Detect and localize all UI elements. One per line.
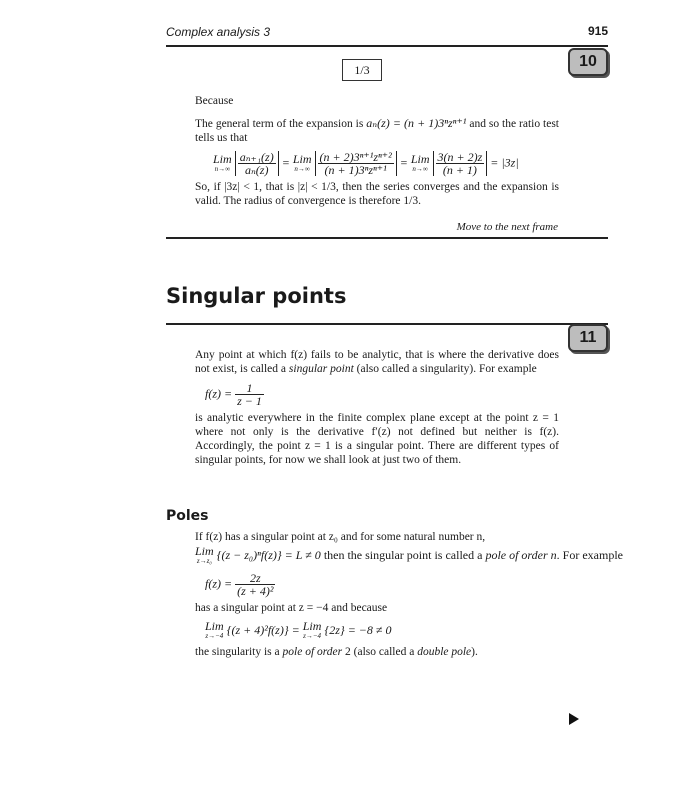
pole-limit-definition: Lim z→z₀ {(z − z₀)ⁿf(z)} = L ≠ 0 then the singular point is called a pole of order n. For example [195,544,623,565]
section-rule [166,323,608,325]
header-rule [166,45,608,47]
frame11-paragraph-1: Any point at which f(z) fails to be analytic, that is where the derivative does not exist, is called a singular point (also called a singularity). For example [195,349,559,375]
frame-number-11: 11 [568,324,608,352]
example-equation-2: f(z) = $\frac{2z}{\text{(z + 4)²}}$ [205,571,274,598]
poles-paragraph-1: If f(z) has a singular point at z₀ and for some natural number n, [195,531,486,543]
frame10-paragraph-2: So, if |3z| < 1, that is |z| < 1/3, then the series converges and the expansion is valid. The radius of convergence is therefore 1/3. [195,181,559,207]
next-page-arrow-icon[interactable] [569,713,579,725]
poles-body [195,530,623,659]
answer-box: 1/3 [342,59,382,81]
section-title: Singular points [166,284,347,308]
because-label: Because [195,95,234,107]
move-to-next-frame: Move to the next frame [456,221,558,233]
poles-paragraph-3: the singularity is a pole of order 2 (also called a double pole). [195,646,478,658]
page-number: 915 [587,24,608,38]
frame-number-10: 10 [568,48,608,76]
example-equation-1: f(z) = $\frac{1}{z - 1}$ [205,381,262,408]
frame10-body [195,94,559,208]
frame10-bottom-rule [166,237,608,239]
poles-heading: Poles [166,508,209,524]
frame10-paragraph-1: The general term of the expansion is aₙ(z) = (n + 1)3ⁿzⁿ⁺¹ and so the ratio test tells us that [195,116,560,144]
ratio-test-equation: Lim n→∞ $\frac{\text{aₙ₊₁(z)}}{\text{aₙ(z)}}$ = Lim n→∞ $\frac{\text{(n + 2)3ⁿ⁺¹zⁿ⁺²}}{\text{(n + 1)3ⁿzⁿ⁺¹}}$ = Lim n→∞ $\frac{3(n + 2)z}{(n + 1)}$ = |3z| [213,150,519,177]
frame11-paragraph-2: is analytic everywhere in the finite complex plane except at the point z = 1 where not only is the derivative f′(z) not defined but neither is f(z). Accordingly, the point z = 1 is a singular point. There are different types of singular points, for now we shall look at just two of them. [195,412,559,466]
general-term: aₙ(z) = (n + 1)3ⁿzⁿ⁺¹ [366,116,467,130]
frame11-body [195,348,559,467]
poles-paragraph-2: has a singular point at z = −4 and because [195,602,388,614]
double-pole-limit: Lim z→−4 {(z + 4)²f(z)} = Lim z→−4 {2z} = −8 ≠ 0 [205,619,392,640]
running-header-title: Complex analysis 3 [166,25,271,39]
